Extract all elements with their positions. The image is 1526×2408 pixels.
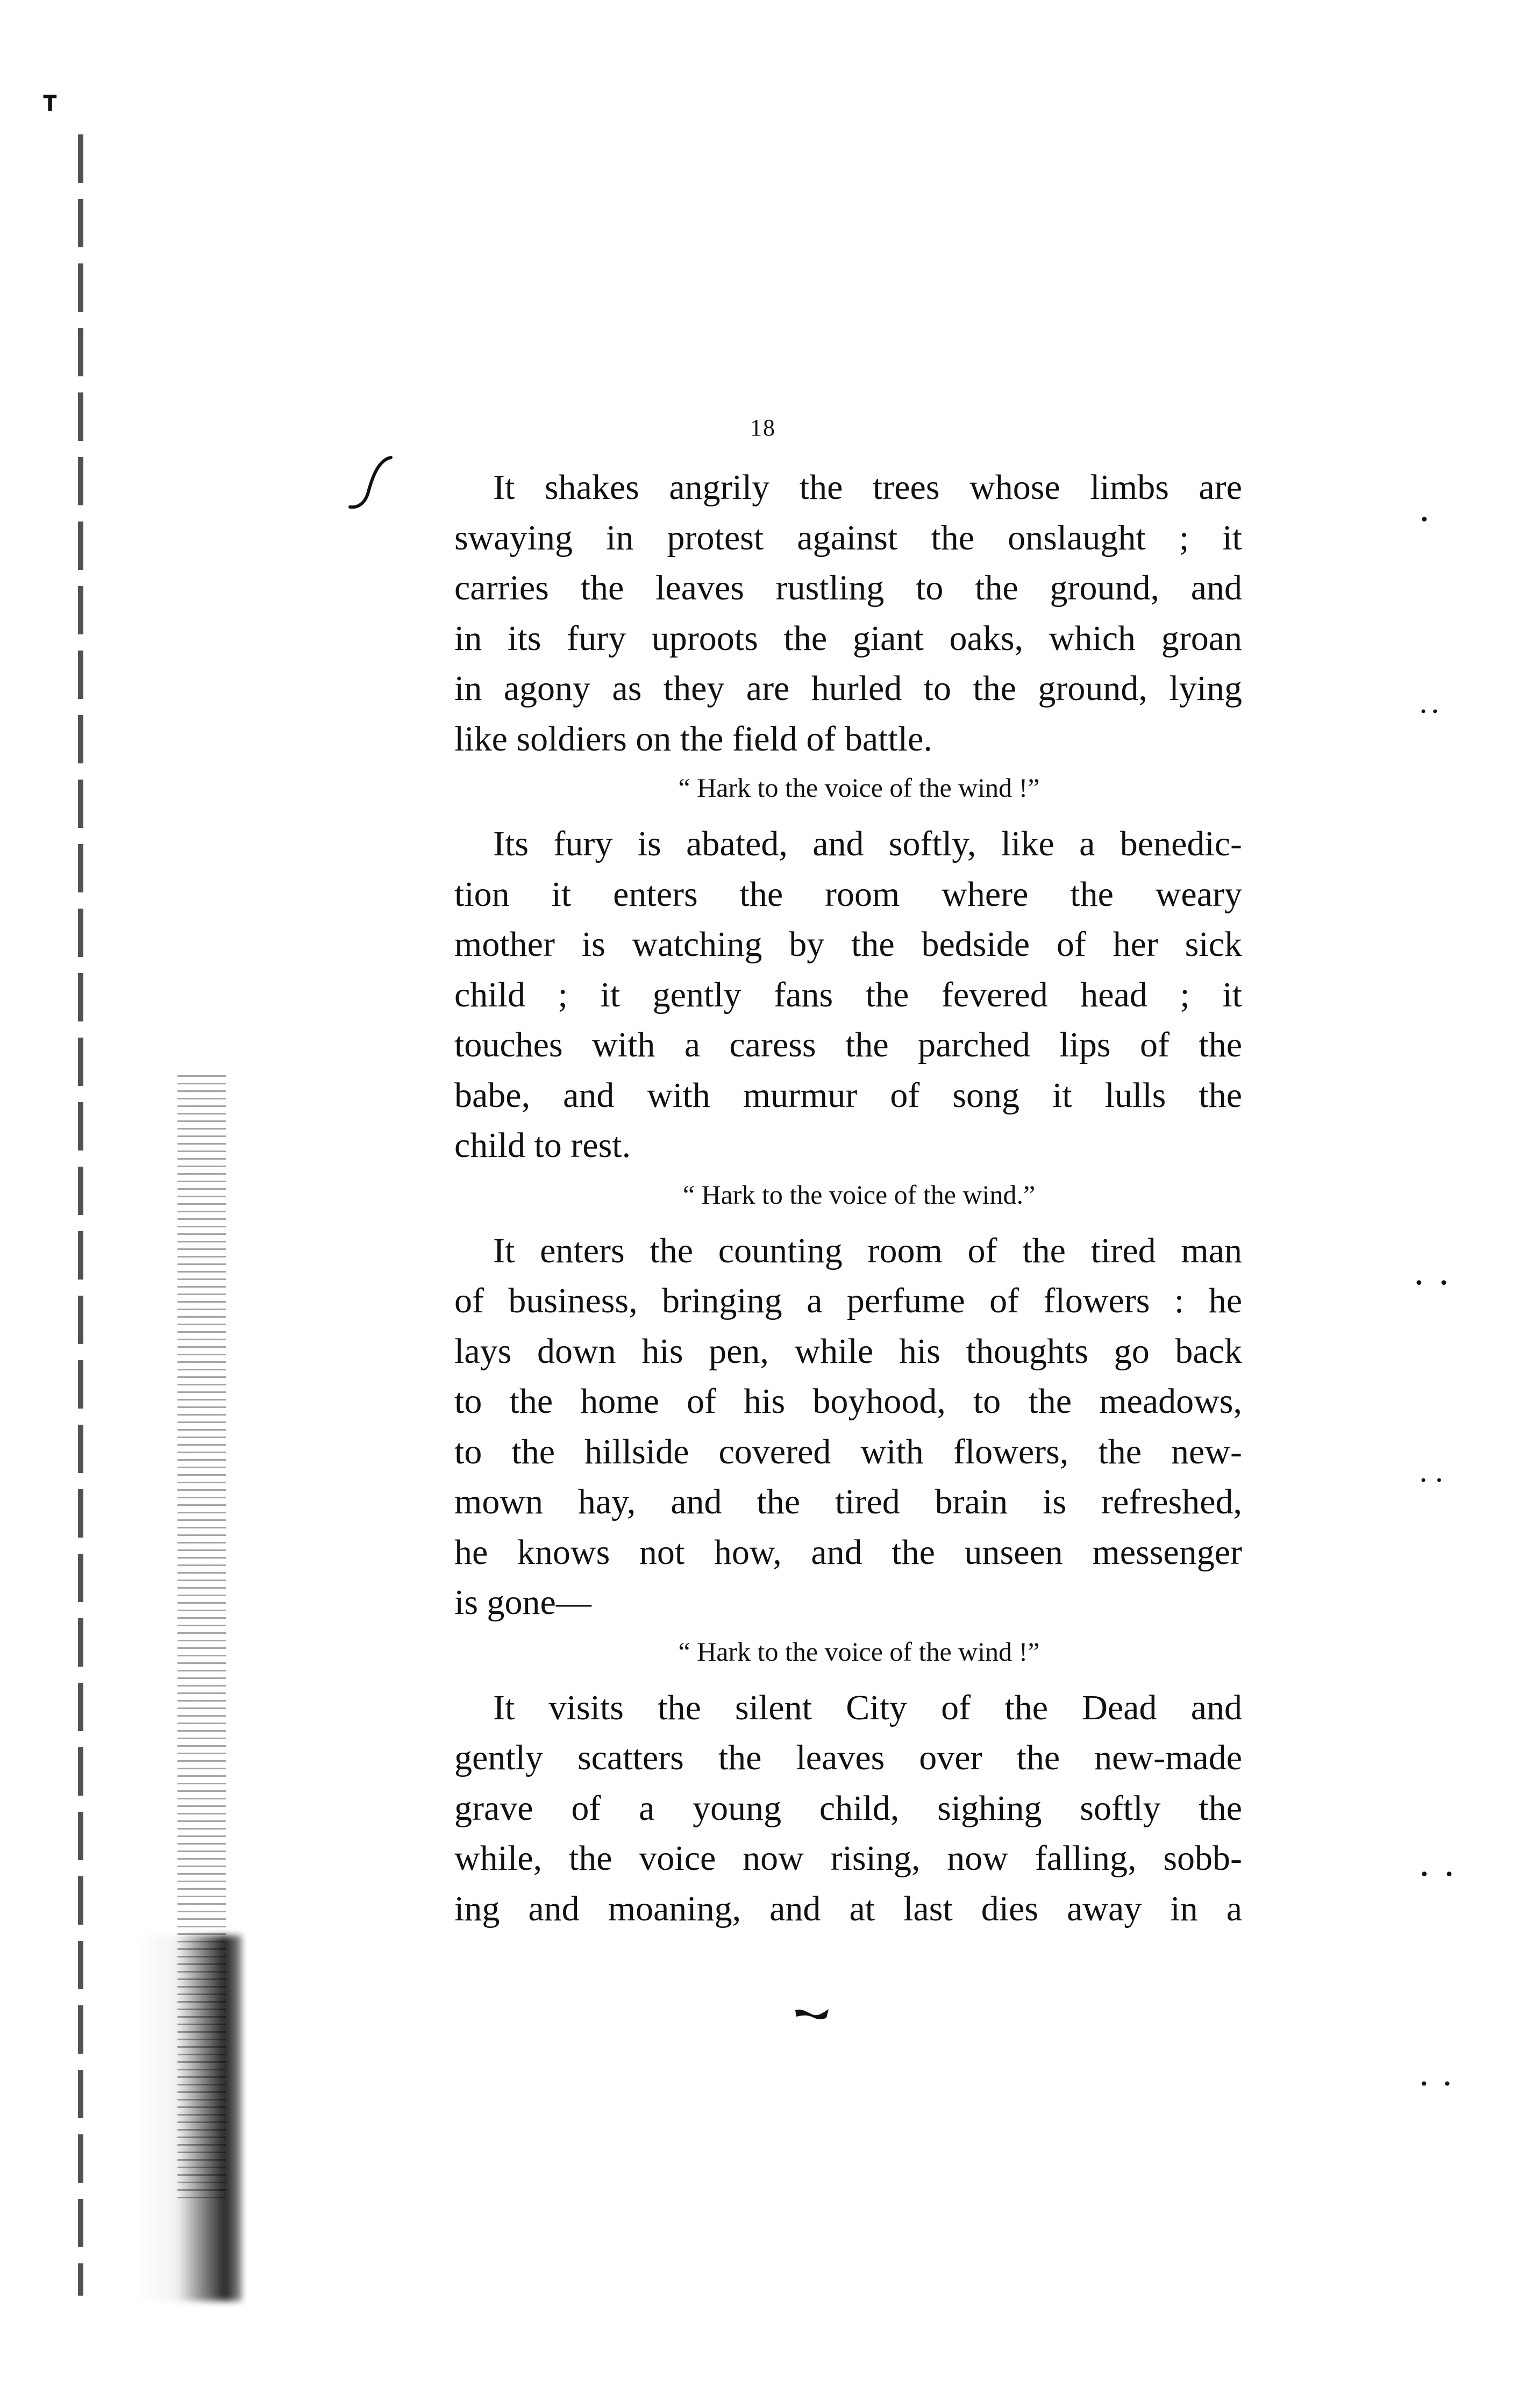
scan-speck: • • bbox=[1414, 1274, 1449, 1293]
binding-edge bbox=[78, 134, 83, 2296]
text-line: in its fury uproots the giant oaks, which groan bbox=[454, 618, 1242, 658]
text-line: It enters the counting room of the tired man bbox=[493, 1231, 1242, 1270]
paragraph-4 bbox=[454, 1683, 1242, 1934]
paragraph-2 bbox=[454, 819, 1242, 1171]
text-line: child to rest. bbox=[454, 1126, 631, 1165]
text-line: mown hay, and the tired brain is refreshed, bbox=[454, 1482, 1242, 1521]
text-line: grave of a young child, sighing softly the bbox=[454, 1788, 1242, 1828]
pen-stroke-mark bbox=[347, 454, 395, 513]
refrain-line: “ Hark to the voice of the wind !” bbox=[678, 773, 1040, 803]
text-line: It shakes angrily the trees whose limbs are bbox=[493, 468, 1242, 507]
text-line: lays down his pen, while his thoughts go back bbox=[454, 1331, 1242, 1371]
scan-speck: • • bbox=[1420, 1473, 1443, 1488]
text-line: tion it enters the room where the weary bbox=[454, 874, 1242, 914]
text-line: ing and moaning, and at last dies away in a bbox=[454, 1889, 1242, 1928]
text-line: is gone— bbox=[454, 1583, 591, 1622]
text-line: child ; it gently fans the fevered head ; it bbox=[454, 975, 1242, 1014]
text-line: It visits the silent City of the Dead and bbox=[493, 1688, 1242, 1727]
binding-shadow bbox=[134, 1935, 242, 2301]
refrain-line: “ Hark to the voice of the wind.” bbox=[682, 1179, 1036, 1210]
paragraph-1 bbox=[454, 462, 1242, 764]
text-line: like soldiers on the field of battle. bbox=[454, 719, 932, 759]
text-line: Its fury is abated, and softly, like a benedic- bbox=[493, 824, 1242, 863]
body-text bbox=[454, 462, 1242, 1934]
text-line: mother is watching by the bedside of her sick bbox=[454, 925, 1242, 964]
text-line: gently scatters the leaves over the new-made bbox=[454, 1738, 1242, 1777]
refrain-line: “ Hark to the voice of the wind !” bbox=[678, 1636, 1040, 1667]
text-line: touches with a caress the parched lips of the bbox=[454, 1025, 1242, 1064]
text-line: carries the leaves rustling to the ground, and bbox=[454, 568, 1242, 608]
text-line: of business, bringing a perfume of flowers : he bbox=[454, 1281, 1242, 1320]
text-line: he knows not how, and the unseen messenger bbox=[454, 1532, 1242, 1572]
text-line: swaying in protest against the onslaught ; it bbox=[454, 518, 1242, 558]
scan-speck: • • bbox=[1420, 704, 1439, 719]
scan-speck: • • bbox=[1420, 1866, 1454, 1884]
text-line: to the home of his boyhood, to the meadows, bbox=[454, 1382, 1242, 1421]
scan-speck: 𝐓 bbox=[43, 91, 57, 116]
text-line: in agony as they are hurled to the ground, lying bbox=[454, 669, 1242, 708]
tailpiece-ornament-icon bbox=[793, 2003, 831, 2024]
text-line: while, the voice now rising, now falling, sobb- bbox=[454, 1839, 1242, 1878]
page-number: 18 bbox=[750, 415, 776, 441]
paragraph-3 bbox=[454, 1226, 1242, 1628]
scan-speck: • • bbox=[1420, 2075, 1452, 2093]
text-line: babe, and with murmur of song it lulls the bbox=[454, 1075, 1242, 1115]
text-line: to the hillside covered with flowers, the new- bbox=[454, 1432, 1242, 1471]
scan-speck: • bbox=[1420, 511, 1429, 530]
